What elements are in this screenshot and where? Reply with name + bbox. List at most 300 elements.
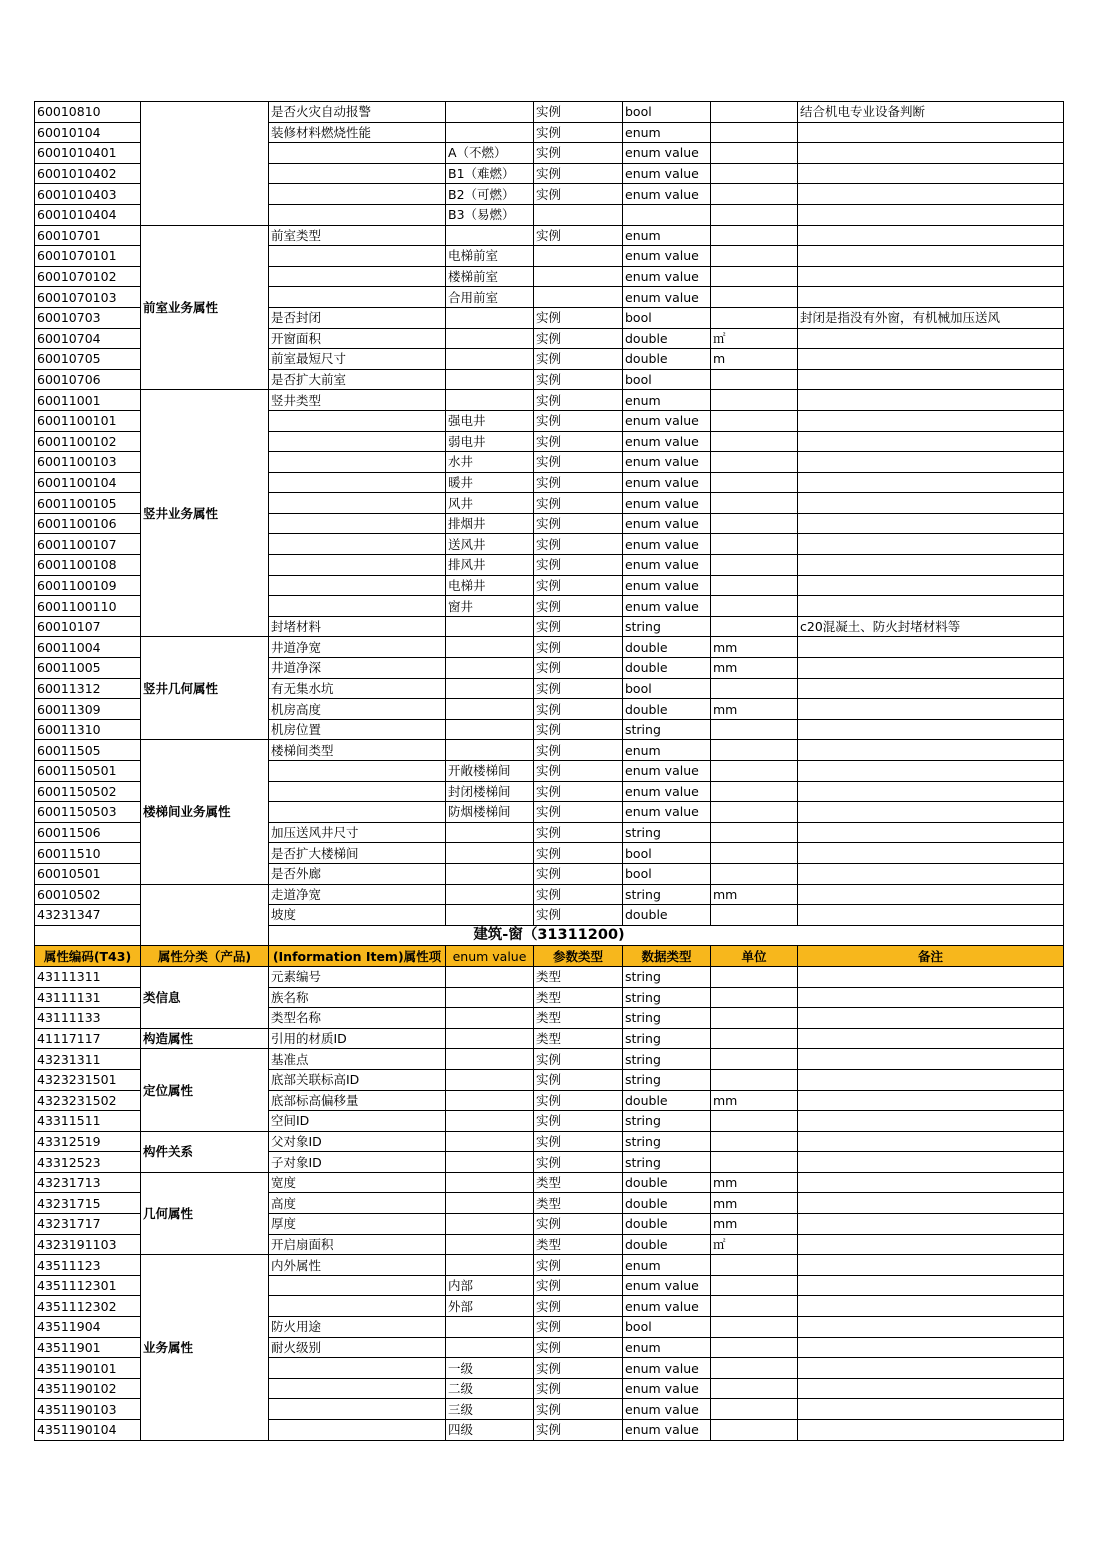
cell-ptype: 实例	[534, 1420, 623, 1441]
cell-note	[798, 761, 1064, 782]
cell-group: 构造属性	[141, 1028, 269, 1049]
cell-code: 6001100103	[35, 452, 141, 473]
cell-unit	[711, 1399, 798, 1420]
cell-dtype: enum value	[623, 534, 711, 555]
cell-unit	[711, 740, 798, 761]
cell-ptype: 实例	[534, 575, 623, 596]
cell-enum	[446, 905, 534, 926]
cell-item	[269, 493, 446, 514]
cell-note	[798, 719, 1064, 740]
cell-dtype: enum value	[623, 1275, 711, 1296]
cell-dtype	[623, 204, 711, 225]
cell-dtype: enum	[623, 122, 711, 143]
cell-ptype: 类型	[534, 1193, 623, 1214]
cell-note	[798, 287, 1064, 308]
cell-ptype: 类型	[534, 1234, 623, 1255]
cell-note	[798, 575, 1064, 596]
cell-unit	[711, 863, 798, 884]
cell-unit	[711, 966, 798, 987]
cell-item: 开窗面积	[269, 328, 446, 349]
cell-ptype: 实例	[534, 1090, 623, 1111]
cell-code: 60010104	[35, 122, 141, 143]
cell-note	[798, 678, 1064, 699]
cell-enum	[446, 225, 534, 246]
cell-unit	[711, 843, 798, 864]
table-row	[35, 1028, 1064, 1049]
cell-ptype: 实例	[534, 431, 623, 452]
cell-note	[798, 1152, 1064, 1173]
cell-dtype: double	[623, 658, 711, 679]
cell-ptype: 实例	[534, 184, 623, 205]
cell-enum: 暖井	[446, 472, 534, 493]
cell-note	[798, 1255, 1064, 1276]
cell-unit: mm	[711, 637, 798, 658]
cell-item: 是否扩大楼梯间	[269, 843, 446, 864]
cell-code: 4323231501	[35, 1069, 141, 1090]
cell-unit	[711, 1275, 798, 1296]
cell-enum: B1（难燃）	[446, 163, 534, 184]
cell-dtype: enum value	[623, 761, 711, 782]
cell-unit	[711, 1358, 798, 1379]
cell-item	[269, 781, 446, 802]
cell-unit	[711, 781, 798, 802]
cell-enum: A（不燃）	[446, 143, 534, 164]
cell-item	[269, 1358, 446, 1379]
cell-enum	[446, 1131, 534, 1152]
cell-item	[269, 802, 446, 823]
cell-item: 厚度	[269, 1214, 446, 1235]
cell-enum: 电梯井	[446, 575, 534, 596]
cell-ptype: 实例	[534, 1069, 623, 1090]
cell-ptype: 实例	[534, 761, 623, 782]
cell-ptype: 实例	[534, 1296, 623, 1317]
cell-enum	[446, 884, 534, 905]
cell-enum	[446, 369, 534, 390]
cell-note	[798, 534, 1064, 555]
cell-note	[798, 1337, 1064, 1358]
cell-note	[798, 1378, 1064, 1399]
cell-note	[798, 1049, 1064, 1070]
cell-dtype: string	[623, 1152, 711, 1173]
cell-unit	[711, 184, 798, 205]
cell-code: 43231717	[35, 1214, 141, 1235]
cell-note	[798, 513, 1064, 534]
cell-item	[269, 184, 446, 205]
cell-item	[269, 472, 446, 493]
cell-item	[269, 1296, 446, 1317]
cell-enum	[446, 1152, 534, 1173]
cell-enum: 封闭楼梯间	[446, 781, 534, 802]
cell-note	[798, 328, 1064, 349]
cell-group: 竖井业务属性	[141, 390, 269, 637]
cell-enum: 内部	[446, 1275, 534, 1296]
cell-item: 走道净宽	[269, 884, 446, 905]
cell-unit	[711, 287, 798, 308]
cell-ptype: 实例	[534, 596, 623, 617]
cell-unit	[711, 266, 798, 287]
cell-enum	[446, 1317, 534, 1338]
cell-ptype: 实例	[534, 863, 623, 884]
cell-code: 6001100102	[35, 431, 141, 452]
cell-note	[798, 163, 1064, 184]
cell-enum	[446, 658, 534, 679]
table-row	[35, 884, 1064, 905]
cell-note	[798, 740, 1064, 761]
cell-code: 60010704	[35, 328, 141, 349]
cell-enum: 排烟井	[446, 513, 534, 534]
cell-code: 41117117	[35, 1028, 141, 1049]
cell-ptype: 实例	[534, 452, 623, 473]
cell-item: 装修材料燃烧性能	[269, 122, 446, 143]
cell-note	[798, 1296, 1064, 1317]
cell-unit: mm	[711, 1090, 798, 1111]
cell-ptype: 实例	[534, 802, 623, 823]
cell-ptype: 实例	[534, 163, 623, 184]
cell-item: 父对象ID	[269, 1131, 446, 1152]
cell-dtype: enum	[623, 1255, 711, 1276]
cell-note	[798, 1193, 1064, 1214]
cell-ptype: 实例	[534, 905, 623, 926]
cell-item	[269, 555, 446, 576]
cell-enum	[446, 616, 534, 637]
cell-code: 6001070101	[35, 246, 141, 267]
cell-code: 6001150501	[35, 761, 141, 782]
cell-note	[798, 472, 1064, 493]
cell-dtype: string	[623, 822, 711, 843]
cell-code: 43312519	[35, 1131, 141, 1152]
cell-dtype: bool	[623, 307, 711, 328]
cell-enum: 三级	[446, 1399, 534, 1420]
cell-enum	[446, 719, 534, 740]
header-group: 属性分类（产品)	[141, 946, 269, 967]
cell-dtype: enum value	[623, 163, 711, 184]
cell-item: 是否火灾自动报警	[269, 102, 446, 123]
cell-ptype: 实例	[534, 822, 623, 843]
cell-ptype	[534, 246, 623, 267]
cell-group: 定位属性	[141, 1049, 269, 1131]
cell-unit	[711, 1069, 798, 1090]
cell-ptype: 实例	[534, 884, 623, 905]
cell-unit	[711, 1049, 798, 1070]
cell-dtype: string	[623, 1049, 711, 1070]
header-row	[35, 946, 1064, 967]
cell-dtype: string	[623, 1111, 711, 1132]
cell-enum: 外部	[446, 1296, 534, 1317]
cell-code: 4351190103	[35, 1399, 141, 1420]
cell-unit	[711, 1028, 798, 1049]
cell-ptype	[534, 266, 623, 287]
cell-code: 6001010402	[35, 163, 141, 184]
cell-group: 前室业务属性	[141, 225, 269, 390]
cell-item: 开启扇面积	[269, 1234, 446, 1255]
cell-note	[798, 431, 1064, 452]
cell-item	[269, 163, 446, 184]
cell-ptype: 实例	[534, 658, 623, 679]
cell-enum: 楼梯前室	[446, 266, 534, 287]
cell-dtype: string	[623, 966, 711, 987]
cell-item	[269, 431, 446, 452]
cell-code: 60010107	[35, 616, 141, 637]
cell-note: 封闭是指没有外窗，有机械加压送风	[798, 307, 1064, 328]
cell-enum	[446, 328, 534, 349]
cell-dtype: enum value	[623, 513, 711, 534]
cell-code: 6001100107	[35, 534, 141, 555]
cell-enum: 一级	[446, 1358, 534, 1379]
cell-enum	[446, 102, 534, 123]
cell-code: 4323231502	[35, 1090, 141, 1111]
cell-dtype: enum value	[623, 493, 711, 514]
cell-code: 60010502	[35, 884, 141, 905]
cell-note	[798, 390, 1064, 411]
cell-dtype: double	[623, 1193, 711, 1214]
cell-code: 43311511	[35, 1111, 141, 1132]
cell-enum	[446, 822, 534, 843]
cell-code: 60010703	[35, 307, 141, 328]
cell-note	[798, 596, 1064, 617]
cell-dtype: string	[623, 987, 711, 1008]
cell-unit	[711, 1296, 798, 1317]
cell-dtype: bool	[623, 678, 711, 699]
cell-dtype: bool	[623, 102, 711, 123]
cell-unit: mm	[711, 1214, 798, 1235]
cell-unit: mm	[711, 1193, 798, 1214]
cell-dtype: string	[623, 1069, 711, 1090]
cell-ptype: 实例	[534, 1214, 623, 1235]
cell-item	[269, 575, 446, 596]
cell-note	[798, 1214, 1064, 1235]
cell-dtype: enum value	[623, 246, 711, 267]
cell-note	[798, 266, 1064, 287]
cell-item	[269, 596, 446, 617]
cell-enum: 水井	[446, 452, 534, 473]
cell-item	[269, 143, 446, 164]
cell-code: 6001100101	[35, 410, 141, 431]
cell-unit: ㎡	[711, 328, 798, 349]
cell-ptype: 实例	[534, 781, 623, 802]
cell-unit	[711, 1378, 798, 1399]
cell-enum	[446, 678, 534, 699]
cell-dtype: string	[623, 884, 711, 905]
cell-code: 60011001	[35, 390, 141, 411]
cell-code: 6001010403	[35, 184, 141, 205]
cell-item	[269, 246, 446, 267]
cell-enum	[446, 637, 534, 658]
cell-dtype: enum value	[623, 1399, 711, 1420]
cell-code: 4323191103	[35, 1234, 141, 1255]
cell-unit: mm	[711, 1172, 798, 1193]
table-row	[35, 966, 1064, 987]
cell-ptype: 实例	[534, 1358, 623, 1379]
cell-ptype: 实例	[534, 472, 623, 493]
cell-ptype: 实例	[534, 616, 623, 637]
cell-enum: 四级	[446, 1420, 534, 1441]
cell-dtype: bool	[623, 369, 711, 390]
cell-ptype: 实例	[534, 143, 623, 164]
cell-unit	[711, 1420, 798, 1441]
cell-dtype: enum value	[623, 266, 711, 287]
cell-enum: 风井	[446, 493, 534, 514]
cell-unit	[711, 513, 798, 534]
cell-dtype: string	[623, 719, 711, 740]
cell-ptype: 类型	[534, 987, 623, 1008]
cell-note	[798, 987, 1064, 1008]
cell-enum	[446, 1111, 534, 1132]
cell-code: 4351112302	[35, 1296, 141, 1317]
cell-item: 楼梯间类型	[269, 740, 446, 761]
cell-item: 宽度	[269, 1172, 446, 1193]
cell-unit	[711, 204, 798, 225]
cell-code: 60011004	[35, 637, 141, 658]
cell-enum: 窗井	[446, 596, 534, 617]
cell-unit	[711, 143, 798, 164]
cell-item: 封堵材料	[269, 616, 446, 637]
cell-item: 耐火级别	[269, 1337, 446, 1358]
cell-ptype: 实例	[534, 1337, 623, 1358]
cell-group	[141, 102, 269, 226]
cell-ptype: 实例	[534, 369, 623, 390]
cell-ptype: 实例	[534, 328, 623, 349]
cell-unit	[711, 472, 798, 493]
cell-code: 43111311	[35, 966, 141, 987]
cell-ptype: 实例	[534, 307, 623, 328]
cell-dtype: double	[623, 328, 711, 349]
cell-item	[269, 266, 446, 287]
cell-group: 几何属性	[141, 1172, 269, 1254]
cell-enum	[446, 843, 534, 864]
section-title-row	[35, 925, 1064, 946]
cell-note	[798, 1358, 1064, 1379]
cell-item: 内外属性	[269, 1255, 446, 1276]
cell-dtype: bool	[623, 1317, 711, 1338]
cell-item	[269, 1399, 446, 1420]
cell-note	[798, 802, 1064, 823]
cell-item: 是否封闭	[269, 307, 446, 328]
cell-code: 60010701	[35, 225, 141, 246]
cell-item	[269, 1420, 446, 1441]
cell-dtype: string	[623, 616, 711, 637]
cell-enum: B3（易燃）	[446, 204, 534, 225]
cell-unit	[711, 410, 798, 431]
cell-note	[798, 1131, 1064, 1152]
cell-dtype: enum value	[623, 1420, 711, 1441]
cell-ptype: 实例	[534, 410, 623, 431]
cell-item: 坡度	[269, 905, 446, 926]
cell-enum: 防烟楼梯间	[446, 802, 534, 823]
cell-dtype: enum value	[623, 555, 711, 576]
cell-item: 前室最短尺寸	[269, 349, 446, 370]
cell-unit	[711, 555, 798, 576]
cell-item	[269, 761, 446, 782]
cell-dtype: enum value	[623, 184, 711, 205]
cell-ptype: 实例	[534, 1049, 623, 1070]
cell-unit: m	[711, 349, 798, 370]
cell-dtype: enum value	[623, 802, 711, 823]
cell-unit	[711, 493, 798, 514]
cell-note	[798, 1420, 1064, 1441]
cell-note	[798, 1069, 1064, 1090]
cell-ptype: 类型	[534, 966, 623, 987]
cell-code: 4351112301	[35, 1275, 141, 1296]
cell-note	[798, 699, 1064, 720]
cell-note	[798, 1111, 1064, 1132]
cell-group: 业务属性	[141, 1255, 269, 1440]
cell-ptype: 类型	[534, 1172, 623, 1193]
cell-ptype: 实例	[534, 555, 623, 576]
cell-unit: ㎡	[711, 1234, 798, 1255]
cell-note	[798, 143, 1064, 164]
cell-code: 6001100104	[35, 472, 141, 493]
cell-item: 机房位置	[269, 719, 446, 740]
cell-ptype: 实例	[534, 740, 623, 761]
cell-unit	[711, 987, 798, 1008]
cell-unit	[711, 802, 798, 823]
cell-code: 60010706	[35, 369, 141, 390]
cell-unit	[711, 761, 798, 782]
cell-enum	[446, 966, 534, 987]
cell-item: 类型名称	[269, 1008, 446, 1029]
cell-item: 井道净宽	[269, 637, 446, 658]
cell-code: 6001100108	[35, 555, 141, 576]
cell-ptype	[534, 287, 623, 308]
cell-ptype: 类型	[534, 1008, 623, 1029]
cell-item	[269, 1378, 446, 1399]
cell-code: 6001100106	[35, 513, 141, 534]
cell-item: 防火用途	[269, 1317, 446, 1338]
cell-ptype: 实例	[534, 102, 623, 123]
cell-unit	[711, 246, 798, 267]
cell-ptype: 实例	[534, 225, 623, 246]
cell-item: 基准点	[269, 1049, 446, 1070]
cell-code: 43511901	[35, 1337, 141, 1358]
cell-code: 6001010401	[35, 143, 141, 164]
cell-ptype: 实例	[534, 719, 623, 740]
cell-group: 楼梯间业务属性	[141, 740, 269, 884]
cell-dtype: string	[623, 1131, 711, 1152]
cell-item: 高度	[269, 1193, 446, 1214]
cell-item: 前室类型	[269, 225, 446, 246]
cell-code: 43511123	[35, 1255, 141, 1276]
cell-ptype: 实例	[534, 637, 623, 658]
cell-ptype: 实例	[534, 1111, 623, 1132]
cell-item: 子对象ID	[269, 1152, 446, 1173]
cell-code: 43231713	[35, 1172, 141, 1193]
header-item: (Information Item)属性项	[269, 946, 446, 967]
cell-dtype: bool	[623, 863, 711, 884]
header-dtype: 数据类型	[623, 946, 711, 967]
cell-dtype: enum value	[623, 431, 711, 452]
cell-dtype: enum value	[623, 596, 711, 617]
cell-dtype: double	[623, 699, 711, 720]
cell-ptype: 实例	[534, 1255, 623, 1276]
cell-code: 60011309	[35, 699, 141, 720]
cell-dtype: enum value	[623, 287, 711, 308]
cell-dtype: double	[623, 1214, 711, 1235]
cell-code: 60011005	[35, 658, 141, 679]
cell-ptype: 实例	[534, 513, 623, 534]
cell-dtype: enum	[623, 1337, 711, 1358]
cell-note	[798, 1008, 1064, 1029]
cell-item: 底部关联标高ID	[269, 1069, 446, 1090]
cell-code: 6001150502	[35, 781, 141, 802]
cell-unit	[711, 390, 798, 411]
cell-note	[798, 184, 1064, 205]
cell-unit	[711, 163, 798, 184]
cell-code: 60011310	[35, 719, 141, 740]
cell-note	[798, 966, 1064, 987]
cell-enum	[446, 1090, 534, 1111]
cell-unit	[711, 122, 798, 143]
cell-dtype: enum value	[623, 1296, 711, 1317]
